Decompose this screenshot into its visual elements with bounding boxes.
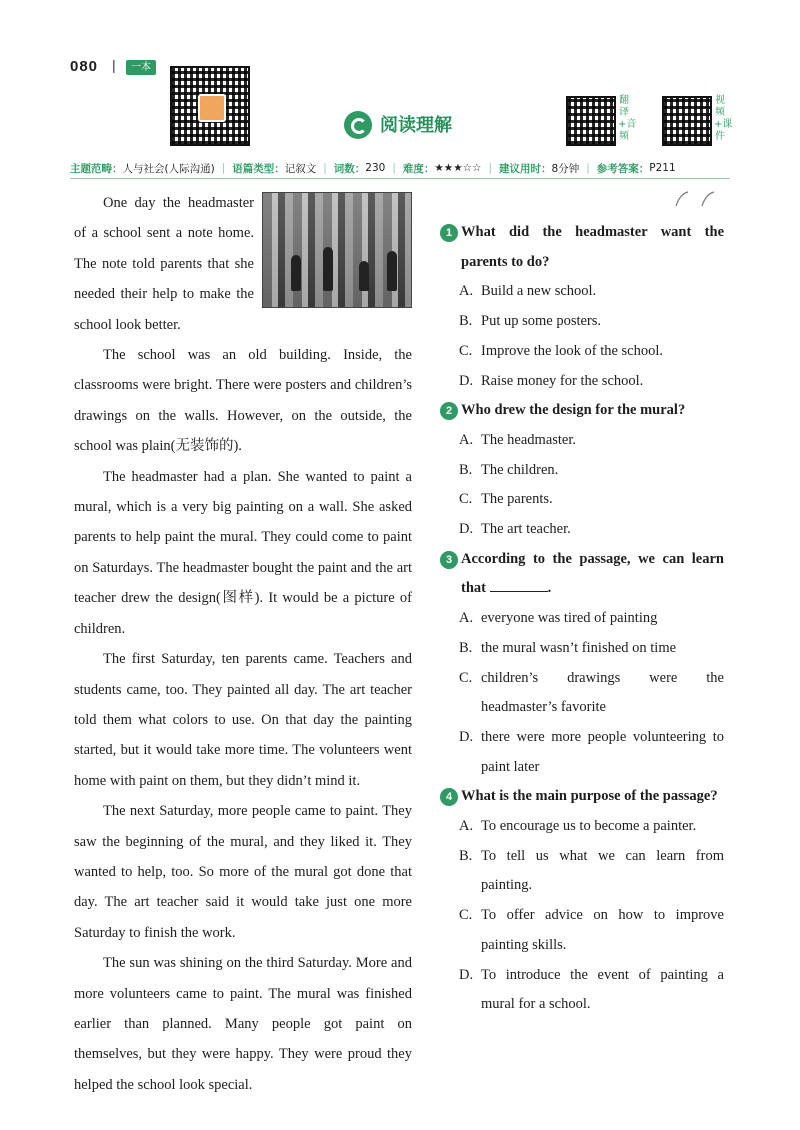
question-2 [440,396,724,545]
info-label-difficulty: 难度： [402,162,435,175]
option-b[interactable] [440,307,724,337]
option-letter: C. [459,342,473,359]
reading-passage [74,188,412,1100]
question-number-badge: 2 [440,402,458,420]
question-text: According to the passage, we can learn that . [461,550,724,597]
option-text: To introduce the event of painting a mural for a school. [481,966,724,1013]
option-text: To encourage us to become a painter. [481,818,697,835]
option-text: Improve the look of the school. [481,342,664,359]
option-b[interactable] [440,634,724,664]
option-text: To tell us what we can learn from painting. [481,847,724,894]
info-divider: | [488,162,493,174]
question-text-body: According to the passage, we can learn that [461,550,724,597]
option-d[interactable] [440,723,724,782]
option-text: The headmaster. [481,431,577,448]
mural-photo [262,192,412,308]
passage-paragraph-1: One day the headmaster of a school sent a note home. The note told parents that she needed their help to make the school look better. [74,195,254,333]
option-text: The parents. [481,491,553,508]
info-divider: | [586,162,590,174]
decorative-arcs-icon [640,188,720,208]
info-label-time: 建议用时： [499,162,552,175]
passage-paragraph-5: The next Saturday, more people came to paint. They saw the beginning of the mural, and they liked it. They wanted to help, too. So more of the mural got done that day. The art teacher said it would take just one more Saturday to finish the work. [74,803,412,941]
question-text: Who drew the design for the mural? [461,402,686,419]
info-value-genre: 记叙文 [284,162,317,175]
option-letter: A. [459,431,474,448]
question-text: What did the headmaster want the parents to do? [461,224,724,270]
option-letter: D. [459,966,474,983]
option-text: there were more people volunteering to paint later [481,728,724,775]
option-letter: A. [459,818,474,835]
option-text: Build a new school. [481,283,597,300]
info-value-topic: 人与社会(人际沟通) [122,162,215,175]
option-letter: A. [459,610,474,627]
option-text: The children. [481,461,559,478]
info-value-words: 230 [365,162,386,174]
photo-figure [323,247,333,291]
info-label-topic: 主题范畴： [70,162,123,175]
option-c[interactable] [440,664,724,723]
option-b[interactable] [440,456,724,486]
question-number-badge: 3 [440,551,458,569]
passage-paragraph-2: The school was an old building. Inside, the classrooms were bright. There were posters and children’s drawings on the walls. However, on the outside, the school was plain(无装饰的). [74,347,412,455]
option-a[interactable] [440,426,724,456]
option-letter: B. [459,313,473,330]
page-separator: | [112,57,116,73]
qr-label-video: 视频+课件 [714,95,733,142]
info-label-words: 词数： [333,162,366,175]
option-c[interactable] [440,901,724,960]
passage-paragraph-6: The sun was shining on the third Saturday. More and more volunteers came to paint. The mural was finished earlier than planned. Many people got paint on themselves, but they were happy. They were proud they helped the school look special. [74,955,412,1093]
option-c[interactable] [440,485,724,515]
info-bar [70,158,730,179]
qr-code-video[interactable] [662,96,712,146]
passage-paragraph-3: The headmaster had a plan. She wanted to paint a mural, which is a very big painting on a wall. She asked parents to help paint the mural. They could come to paint on Saturdays. The headmaster bought the paint and the art teacher drew the design(图样). It would be a picture of children. [74,468,412,637]
option-d[interactable] [440,367,724,397]
option-text: the mural wasn’t finished on time [481,639,677,656]
option-text: The art teacher. [481,521,571,538]
option-letter: C. [459,907,473,924]
photo-figure [387,251,397,291]
question-1 [440,218,724,396]
option-text: To offer advice on how to improve painting skills. [481,907,724,953]
question-3 [440,545,724,783]
photo-figure [359,261,369,291]
option-a[interactable] [440,812,724,842]
option-text: everyone was tired of painting [481,610,658,627]
question-column [440,218,724,1020]
question-text: What is the main purpose of the passage? [461,788,718,805]
page-number: 080 [70,58,99,75]
passage-paragraph-4: The first Saturday, ten parents came. Teachers and students came, too. They painted all day. The art teacher told them what colors to use. On that day the painting started, but it would take more time. The volunteers went home with paint on them, but they didn’t mind it. [74,651,412,789]
answer-blank [490,577,548,592]
option-letter: D. [459,521,474,538]
book-tag: 一本 [126,60,156,75]
info-label-answer: 参考答案： [596,162,650,175]
section-icon [344,111,372,139]
info-value-difficulty: ★★★☆☆ [434,162,482,174]
qr-logo-icon [198,94,226,122]
info-value-time: 8分钟 [551,162,580,175]
option-c[interactable] [440,337,724,367]
question-number-badge: 1 [440,224,458,242]
option-letter: D. [459,372,474,389]
option-d[interactable] [440,961,724,1020]
photo-figure [291,255,301,291]
option-letter: C. [459,491,473,508]
option-letter: C. [459,669,473,686]
option-letter: B. [459,461,473,478]
option-text: Put up some posters. [481,313,602,330]
info-divider: | [221,162,226,174]
info-divider: | [323,162,327,174]
option-letter: D. [459,728,474,745]
option-a[interactable] [440,604,724,634]
option-letter: B. [459,639,473,656]
info-divider: | [392,162,396,174]
section-title: 阅读理解 [380,115,452,136]
option-letter: B. [459,847,473,864]
qr-code-translation[interactable] [566,96,616,146]
option-d[interactable] [440,515,724,545]
option-b[interactable] [440,842,724,901]
option-text: Raise money for the school. [481,372,644,389]
question-4 [440,782,724,1020]
info-value-answer: P211 [649,162,676,174]
option-text: children’s drawings were the headmaster’s favorite [481,669,724,716]
qr-label-translation: 翻译+音频 [618,95,637,142]
option-a[interactable] [440,277,724,307]
info-label-genre: 语篇类型： [232,162,285,175]
option-letter: A. [459,283,474,300]
question-number-badge: 4 [440,788,458,806]
